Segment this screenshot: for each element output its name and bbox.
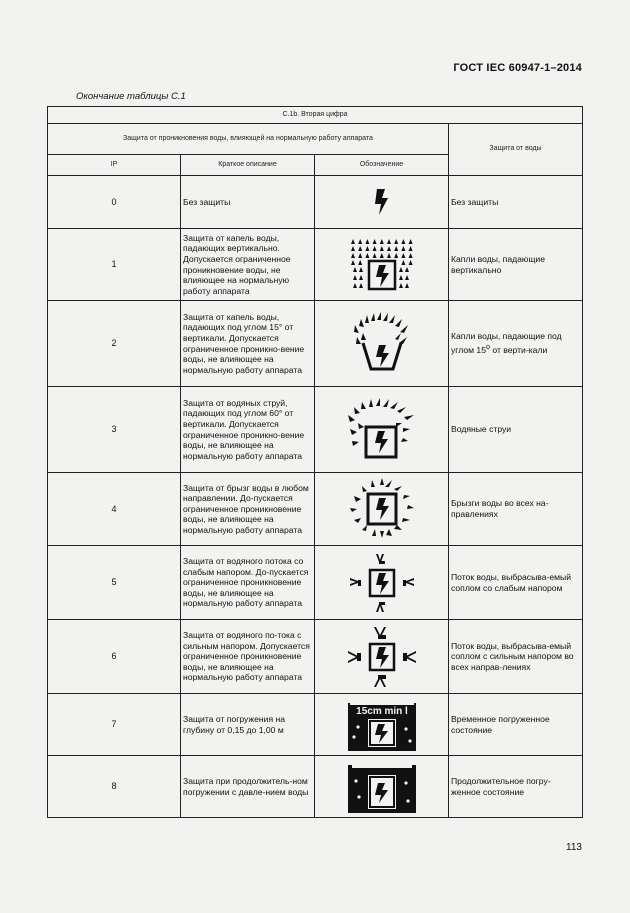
ip-value: 6 bbox=[48, 620, 181, 694]
page-number: 113 bbox=[566, 842, 582, 853]
water-protection: Водяные струи bbox=[449, 387, 583, 473]
standard-code: ГОСТ IEC 60947-1–2014 bbox=[453, 62, 582, 74]
short-description: Защита от погружения на глубину от 0,15 до 1,00 м bbox=[181, 694, 315, 756]
short-description: Защита от водяных струй, падающих под углом 60° от вертикали. Допускается ограниченное проникно-вение воды, не влияющее на нормальную работу аппарата bbox=[181, 387, 315, 473]
table-row bbox=[48, 229, 583, 301]
symbol-cell bbox=[315, 387, 449, 473]
symbol-cell bbox=[315, 694, 449, 756]
table-row bbox=[48, 546, 583, 620]
short-description: Защита от брызг воды в любом направлении. До-пускается ограниченное проникновение воды, не влияющее на нормальную работу аппарата bbox=[181, 473, 315, 546]
short-description: Защита от водяного по-тока с сильным напором. Допускается ограниченное проникновение воды, не влияющее на нормальную работу аппарата bbox=[181, 620, 315, 694]
table-title: С.1b. Вторая цифра bbox=[48, 107, 583, 124]
splash-all-icon bbox=[344, 476, 420, 542]
col-symbol-header: Обозначение bbox=[315, 155, 449, 176]
ip-value: 7 bbox=[48, 694, 181, 756]
right-header: Защита от воды bbox=[449, 124, 583, 176]
col-desc-header: Краткое описание bbox=[181, 155, 315, 176]
immersion-temp-icon bbox=[342, 697, 422, 753]
table-row bbox=[48, 756, 583, 818]
symbol-cell bbox=[315, 756, 449, 818]
short-description: Без защиты bbox=[181, 176, 315, 229]
ip-value: 3 bbox=[48, 387, 181, 473]
symbol-cell bbox=[315, 473, 449, 546]
symbol-cell bbox=[315, 229, 449, 301]
symbol-cell bbox=[315, 301, 449, 387]
short-description: Защита от капель воды, падающих вертикально. Допускается ограниченное проникновение воды, не влияющее на нормальную работу аппарата bbox=[181, 229, 315, 301]
water-protection: Временное погруженное состояние bbox=[449, 694, 583, 756]
water-protection: Капли воды, падающие вертикально bbox=[449, 229, 583, 301]
symbol-cell bbox=[315, 546, 449, 620]
water-protection: Поток воды, выбрасыва-емый соплом с сильным напором во всех направ-лениях bbox=[449, 620, 583, 694]
immersion-label: 15cm min l bbox=[355, 705, 408, 717]
table-row bbox=[48, 176, 583, 229]
jet-powerful-icon bbox=[344, 624, 420, 690]
lightning-icon bbox=[352, 180, 412, 224]
short-description: Защита от водяного потока со слабым напором. До-пускается ограниченное проникновение воды, не влияющее на нормальную работу аппарата bbox=[181, 546, 315, 620]
ip-value: 5 bbox=[48, 546, 181, 620]
water-protection: Поток воды, выбрасыва-емый соплом со слабым напором bbox=[449, 546, 583, 620]
group-header: Защита от проникновения воды, влияющей на нормальную работу аппарата bbox=[48, 124, 449, 155]
short-description: Защита при продолжитель-ном погружении с давле-нием воды bbox=[181, 756, 315, 818]
ip-value: 2 bbox=[48, 301, 181, 387]
table-row bbox=[48, 387, 583, 473]
col-ip-header: IP bbox=[48, 155, 181, 176]
water-protection bbox=[449, 301, 583, 387]
table-row bbox=[48, 301, 583, 387]
table-caption: Окончание таблицы С.1 bbox=[76, 91, 186, 102]
symbol-cell bbox=[315, 176, 449, 229]
table-row bbox=[48, 620, 583, 694]
jet-low-icon bbox=[344, 550, 420, 616]
water-protection: Продолжительное погру-женное состояние bbox=[449, 756, 583, 818]
spray-60deg-icon bbox=[344, 395, 420, 465]
ip-value: 1 bbox=[48, 229, 181, 301]
water-protection: Без защиты bbox=[449, 176, 583, 229]
ip-second-digit-table bbox=[47, 106, 583, 818]
drip-15deg-icon bbox=[347, 309, 417, 379]
ip-value: 8 bbox=[48, 756, 181, 818]
immersion-continuous-icon bbox=[342, 759, 422, 815]
short-description: Защита от капель воды, падающих под углом 15° от вертикали. Допускается ограниченное проникно-вение воды, не влияющее на нормальную работу аппарата bbox=[181, 301, 315, 387]
symbol-cell bbox=[315, 620, 449, 694]
ip-value: 4 bbox=[48, 473, 181, 546]
water-protection: Брызги воды во всех на-правлениях bbox=[449, 473, 583, 546]
right-text: Капли воды, падающие под углом $15^о$ от верти-кали bbox=[451, 331, 562, 355]
ip-value: 0 bbox=[48, 176, 181, 229]
table-row bbox=[48, 473, 583, 546]
table-row bbox=[48, 694, 583, 756]
drip-vertical-icon bbox=[347, 235, 417, 295]
